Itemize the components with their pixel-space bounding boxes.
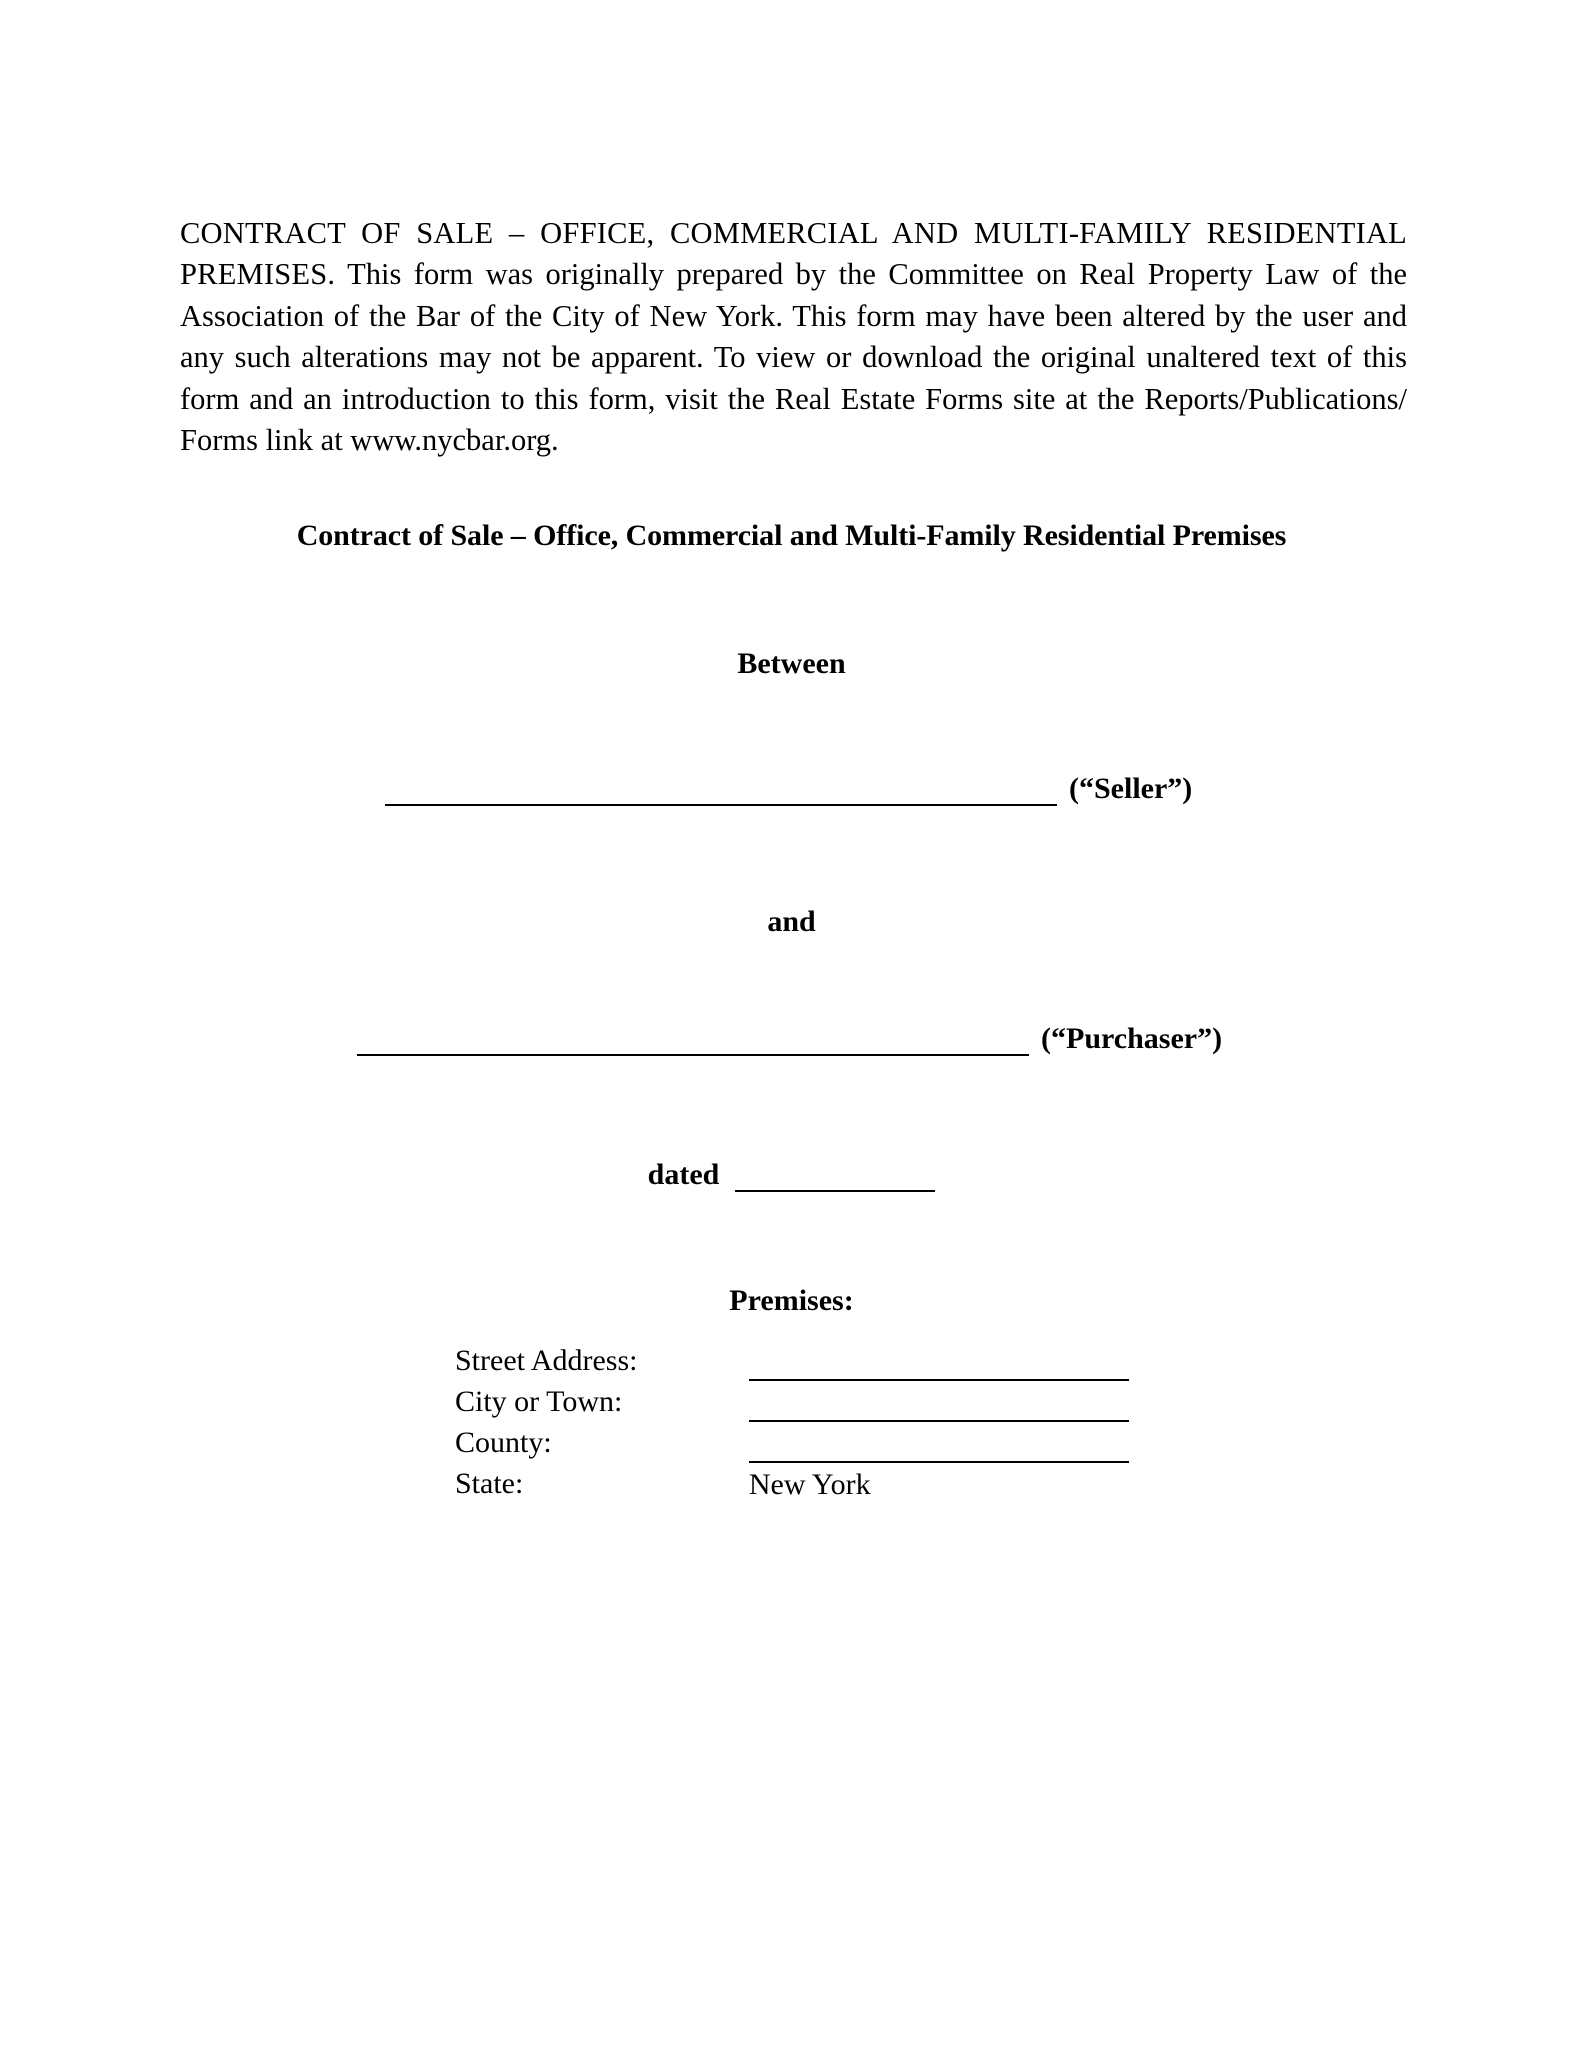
purchaser-input[interactable] [357,1020,1029,1056]
table-row [455,1381,1155,1422]
city-or-town-input[interactable] [749,1384,1129,1422]
table-row [455,1422,1155,1463]
seller-row [385,770,1192,806]
street-address-input[interactable] [749,1343,1129,1381]
county-input[interactable] [749,1425,1129,1463]
seller-input[interactable] [385,770,1057,806]
street-address-label: Street Address: [455,1344,638,1377]
form-notice-heading: CONTRACT OF SALE – OFFICE, COMMERCIAL AND MULTI-FAMILY RESIDENTIAL PREMISES. [180,215,1407,291]
premises-heading: Premises: [729,1284,854,1317]
seller-label: (“Seller”) [1069,772,1193,805]
table-row [455,1340,1155,1381]
dated-label: dated [647,1158,720,1191]
dated-row [0,1160,1583,1192]
state-text: New York [748,1468,871,1501]
premises-table [455,1340,1155,1504]
purchaser-label: (“Purchaser”) [1041,1022,1223,1055]
form-notice-body: This form was originally prepared by the Committee on Real Property Law of the Association of the Bar of the City of New York. This form may have been altered by the user and any such alterations may not be apparent. To view or download the original unaltered text of this form and an introduction to this form, visit the Real Estate Forms site at the Reports/Publications/ Forms link at www.nycbar.org. [180,257,1407,457]
document-title: Contract of Sale – Office, Commercial and Multi-Family Residential Premises [296,519,1287,552]
purchaser-row [357,1020,1222,1056]
street-address-value[interactable] [749,1340,1155,1381]
state-label: State: [455,1467,524,1500]
table-row [455,1463,1155,1504]
between-label: Between [737,647,846,680]
and-label: and [767,905,816,938]
form-notice-paragraph [180,213,1407,462]
state-value [749,1463,1155,1504]
county-value[interactable] [749,1422,1155,1463]
city-or-town-label: City or Town: [455,1385,623,1418]
county-label: County: [455,1426,552,1459]
dated-input[interactable] [735,1160,935,1192]
city-or-town-value[interactable] [749,1381,1155,1422]
